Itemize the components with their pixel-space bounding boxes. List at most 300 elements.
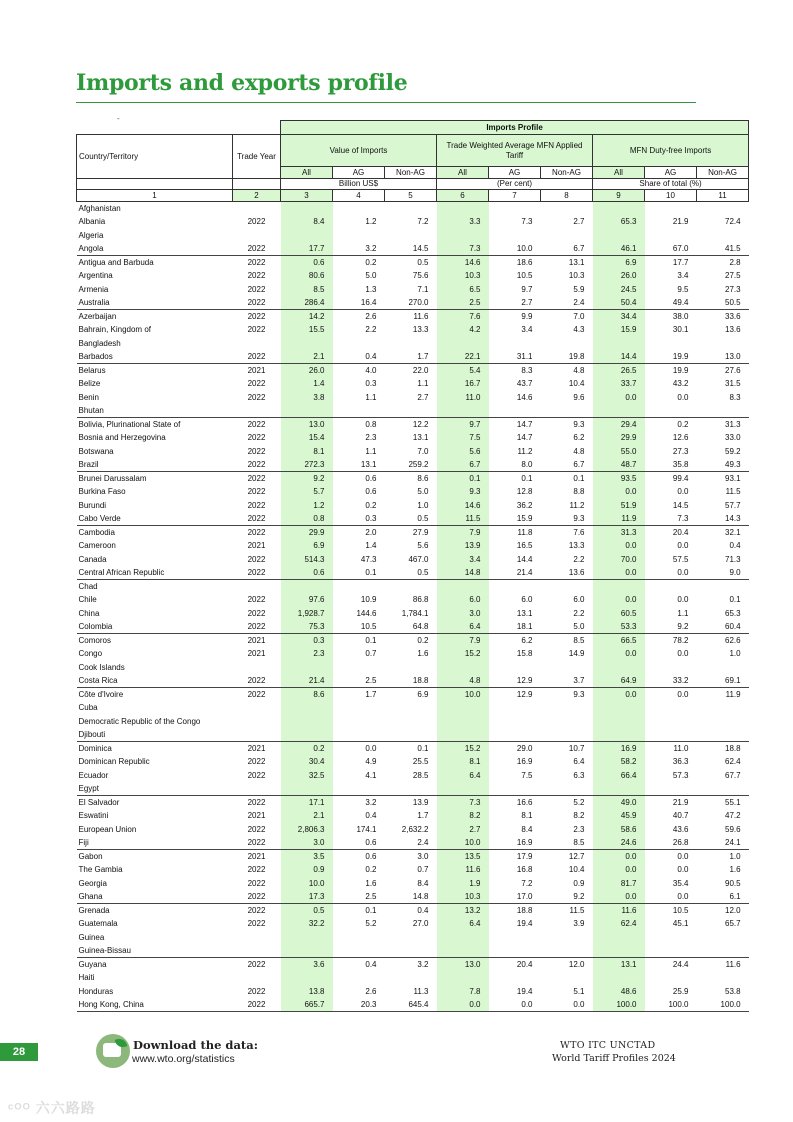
table-cell: 3.2 (365, 798, 377, 807)
table-cell: 14.4 (516, 554, 533, 564)
table-cell: 14.6 (437, 256, 489, 270)
table-cell: 0.6 (365, 852, 377, 861)
table-cell: 3.0 (281, 836, 333, 850)
table-cell (697, 971, 749, 984)
table-cell (489, 404, 541, 418)
table-cell (697, 229, 749, 242)
table-cell: 11.5 (437, 512, 489, 526)
table-cell: 62.4 (593, 917, 645, 930)
table-cell: 41.5 (697, 242, 749, 256)
table-cell (437, 404, 489, 418)
trade-year: 2022 (247, 554, 266, 564)
table-cell: 0.1 (437, 472, 489, 486)
table-cell: 8.5 (281, 283, 333, 296)
table-cell: 5.0 (541, 620, 593, 634)
table-cell: 14.8 (385, 890, 437, 904)
table-cell (593, 404, 645, 418)
table-cell: 0.2 (365, 500, 377, 510)
trade-year: 2022 (247, 446, 266, 456)
table-cell: 0.3 (333, 512, 385, 526)
table-cell: 8.1 (521, 811, 533, 821)
table-cell: 0.0 (677, 541, 689, 551)
table-cell: 7.0 (417, 446, 429, 456)
table-cell (697, 202, 749, 216)
table-cell: 49.4 (645, 296, 697, 310)
title-rule (76, 102, 696, 103)
table-row (77, 404, 749, 418)
trade-year: 2022 (233, 836, 281, 850)
year-header: Trade Year (233, 135, 281, 179)
table-cell (437, 728, 489, 742)
table-cell: 9.2 (541, 890, 593, 904)
table-cell: 665.7 (281, 998, 333, 1012)
table-cell (437, 931, 489, 944)
table-cell: 0.0 (593, 593, 645, 606)
table-row (77, 431, 749, 444)
table-cell (541, 229, 593, 242)
table-cell: 9.5 (677, 284, 689, 294)
table-cell: 17.9 (516, 852, 533, 861)
table-cell: 2.3 (365, 433, 377, 443)
table-cell: 50.5 (697, 296, 749, 310)
table-cell: 8.4 (521, 824, 533, 834)
country-name: Burundi (78, 500, 107, 510)
table-cell: 72.4 (725, 217, 741, 227)
table-row (77, 782, 749, 796)
table-cell (333, 580, 385, 594)
table-row (77, 661, 749, 674)
table-cell (385, 580, 437, 594)
table-cell: 0.6 (281, 256, 333, 270)
download-link[interactable]: www.wto.org/statistics (132, 1053, 235, 1065)
table-cell: 35.8 (645, 458, 697, 472)
table-cell: 0.8 (365, 420, 377, 429)
table-cell: 15.8 (516, 649, 533, 659)
table-cell (385, 202, 437, 216)
country-name: Bahrain, Kingdom of (78, 325, 151, 335)
table-cell: 22.0 (412, 366, 429, 375)
table-cell: 14.2 (281, 310, 333, 324)
table-cell (645, 229, 697, 242)
tariff-header: Trade Weighted Average MFN Applied Tariff (437, 135, 593, 167)
country-name: Chile (78, 595, 97, 605)
unit-duty: Share of total (%) (593, 179, 749, 190)
table-cell: 12.8 (516, 487, 533, 497)
table-cell: 90.5 (725, 878, 741, 888)
table-cell: 26.0 (281, 364, 333, 378)
table-cell: 3.0 (417, 852, 429, 861)
table-cell (541, 944, 593, 958)
table-cell: 2.5 (437, 296, 489, 310)
sub-header: All (281, 167, 333, 179)
table-cell: 62.4 (725, 757, 741, 767)
country-name: Antigua and Barbuda (78, 258, 154, 267)
sub-header: AG (489, 167, 541, 179)
table-cell: 10.5 (516, 271, 533, 281)
table-cell: 3.4 (521, 325, 533, 335)
table-cell: 65.3 (725, 608, 741, 618)
table-cell: 6.0 (573, 595, 585, 605)
trade-year: 2022 (233, 620, 281, 634)
table-cell: 514.3 (281, 553, 333, 566)
table-cell: 259.2 (385, 458, 437, 472)
table-cell: 26.8 (645, 836, 697, 850)
table-row (77, 202, 749, 216)
table-cell: 59.2 (725, 446, 741, 456)
table-row (77, 485, 749, 498)
table-row (77, 971, 749, 984)
table-cell: 7.3 (645, 512, 697, 526)
table-row (77, 931, 749, 944)
table-cell: 49.3 (697, 458, 749, 472)
country-name: Costa Rica (77, 674, 233, 688)
table-cell: 3.2 (333, 242, 385, 256)
table-cell (489, 971, 541, 984)
table-cell (437, 715, 489, 728)
country-name: Djibouti (77, 728, 233, 742)
country-header: Country/Territory (77, 135, 233, 179)
table-cell: 17.1 (281, 796, 333, 810)
table-cell: 29.0 (516, 744, 533, 753)
trade-year: 2022 (247, 960, 266, 969)
trade-year: 2022 (247, 878, 266, 888)
table-cell: 7.2 (417, 217, 429, 227)
table-cell: 30.4 (281, 755, 333, 768)
imports-profile-table (76, 120, 749, 1012)
country-name: Benin (78, 392, 99, 402)
table-cell: 0.0 (489, 998, 541, 1012)
table-cell: 14.3 (697, 512, 749, 526)
column-number: 11 (697, 190, 749, 202)
table-cell: 13.0 (437, 958, 489, 972)
table-cell: 10.0 (437, 688, 489, 702)
table-cell: 3.7 (541, 674, 593, 688)
trade-year: 2022 (247, 379, 266, 389)
table-cell: 2.1 (281, 809, 333, 822)
table-row (77, 566, 749, 580)
sub-header: Non-AG (385, 167, 437, 179)
country-name: Brazil (77, 458, 233, 472)
table-cell (437, 971, 489, 984)
table-cell: 29.9 (593, 431, 645, 444)
country-name: Georgia (78, 878, 107, 888)
table-cell (593, 202, 645, 216)
table-cell (437, 202, 489, 216)
table-cell: 0.3 (365, 379, 377, 389)
column-number: 5 (385, 190, 437, 202)
country-name: Canada (78, 554, 107, 564)
table-cell: 100.0 (645, 998, 697, 1012)
table-cell: 33.2 (645, 674, 697, 688)
table-row (77, 269, 749, 282)
table-cell: 2.7 (489, 296, 541, 310)
table-cell: 13.8 (281, 985, 333, 998)
table-row (77, 890, 749, 904)
unit-value: Billion US$ (281, 179, 437, 190)
table-cell: 0.0 (593, 850, 645, 864)
table-row (77, 499, 749, 512)
table-cell (541, 337, 593, 350)
table-cell: 1.3 (365, 284, 377, 294)
table-cell: 6.4 (437, 620, 489, 634)
table-cell: 1.4 (281, 377, 333, 390)
table-cell (697, 580, 749, 594)
table-cell: 467.0 (408, 554, 429, 564)
table-cell: 0.0 (593, 688, 645, 702)
table-row (77, 418, 749, 432)
table-cell: 30.1 (672, 325, 689, 335)
table-cell: 12.7 (568, 852, 585, 861)
table-cell: 10.4 (568, 865, 585, 875)
trade-year: 2022 (233, 890, 281, 904)
table-cell: 0.4 (417, 906, 429, 915)
country-name: Cook Islands (78, 662, 125, 672)
table-row (77, 877, 749, 890)
table-cell (281, 971, 333, 984)
table-cell: 0.2 (365, 865, 377, 875)
table-cell: 16.7 (437, 377, 489, 390)
table-row (77, 701, 749, 714)
trade-year (233, 202, 281, 216)
country-name: Bangladesh (78, 338, 121, 348)
table-cell: 20.3 (333, 998, 385, 1012)
table-row (77, 215, 749, 228)
table-cell (437, 580, 489, 594)
table-cell: 7.3 (437, 796, 489, 810)
table-cell: 11.9 (593, 512, 645, 526)
table-cell: 4.9 (365, 757, 377, 767)
table-cell: 11.2 (517, 446, 533, 456)
table-row (77, 472, 749, 486)
table-cell: 38.0 (672, 312, 689, 321)
table-row (77, 796, 749, 810)
table-cell: 17.3 (281, 890, 333, 904)
table-cell: 0.4 (365, 960, 377, 969)
table-cell: 0.9 (573, 878, 585, 888)
country-name: Albania (78, 217, 106, 227)
table-cell: 9.3 (573, 420, 585, 429)
table-row (77, 229, 749, 242)
table-cell: 16.8 (516, 865, 533, 875)
table-cell (385, 971, 437, 984)
table-cell: 10.3 (568, 271, 585, 281)
trade-year: 2022 (247, 487, 266, 497)
table-cell (645, 580, 697, 594)
table-cell: 1.2 (365, 217, 377, 227)
table-cell: 4.3 (573, 325, 585, 335)
table-row (77, 539, 749, 552)
table-cell (489, 782, 541, 796)
trade-year: 2022 (233, 350, 281, 364)
table-cell: 0.1 (333, 566, 385, 580)
table-cell: 0.3 (281, 634, 333, 648)
table-cell: 27.3 (672, 446, 689, 456)
table-cell: 2.4 (541, 296, 593, 310)
table-cell: 9.7 (437, 418, 489, 432)
trade-year: 2021 (247, 744, 266, 753)
trade-year: 2022 (247, 392, 266, 402)
table-cell: 8.4 (417, 878, 429, 888)
table-cell (489, 701, 541, 714)
table-cell: 19.9 (645, 350, 697, 364)
table-cell (593, 728, 645, 742)
duty-free-header: MFN Duty-free Imports (593, 135, 749, 167)
trade-year: 2022 (233, 998, 281, 1012)
table-cell (385, 728, 437, 742)
table-cell: 11.5 (569, 906, 585, 915)
table-cell: 10.9 (360, 595, 377, 605)
table-cell (281, 715, 333, 728)
table-cell: 13.5 (437, 850, 489, 864)
table-cell: 14.7 (516, 433, 533, 443)
table-cell (541, 404, 593, 418)
country-name: Bhutan (77, 404, 233, 418)
page-number: 28 (0, 1043, 38, 1061)
table-cell: 5.6 (417, 541, 429, 551)
trade-year (233, 944, 281, 958)
table-cell: 0.0 (593, 485, 645, 498)
table-cell: 17.7 (281, 242, 333, 256)
table-cell: 0.0 (677, 595, 689, 605)
table-cell: 7.0 (573, 312, 585, 321)
table-cell (541, 971, 593, 984)
trade-year: 2022 (247, 312, 266, 321)
table-cell: 97.6 (281, 593, 333, 606)
trade-year: 2022 (233, 242, 281, 256)
trade-year (233, 580, 281, 594)
table-cell (333, 782, 385, 796)
trade-year: 2022 (247, 770, 266, 780)
value-imports-header: Value of Imports (281, 135, 437, 167)
table-cell: 2.1 (281, 350, 333, 364)
table-cell: 86.8 (412, 595, 429, 605)
table-cell: 3.8 (281, 391, 333, 404)
table-cell: 0.5 (385, 566, 437, 580)
table-row (77, 647, 749, 660)
table-cell: 65.7 (725, 919, 741, 929)
table-row (77, 998, 749, 1012)
table-cell: 270.0 (385, 296, 437, 310)
table-cell: 2.3 (281, 647, 333, 660)
country-name: European Union (78, 824, 137, 834)
table-cell: 15.2 (437, 647, 489, 660)
table-cell: 3.4 (677, 271, 689, 281)
table-cell (645, 728, 697, 742)
table-cell: 14.5 (385, 242, 437, 256)
table-cell: 11.0 (437, 391, 489, 404)
table-row (77, 863, 749, 876)
country-name: Côte d'Ivoire (78, 690, 124, 699)
trade-year: 2021 (247, 649, 266, 659)
table-cell: 0.0 (593, 890, 645, 904)
table-cell (489, 661, 541, 674)
table-cell: 16.6 (516, 798, 533, 807)
table-cell (697, 715, 749, 728)
table-row (77, 580, 749, 594)
table-cell: 24.5 (593, 283, 645, 296)
header-blank (77, 121, 281, 135)
trade-year: 2022 (247, 420, 266, 429)
sub-header: Non-AG (541, 167, 593, 179)
table-cell: 69.1 (697, 674, 749, 688)
table-cell: 12.9 (516, 690, 533, 699)
table-cell (541, 715, 593, 728)
table-cell: 3.5 (281, 850, 333, 864)
country-name: El Salvador (78, 798, 120, 807)
table-cell: 13.3 (412, 325, 429, 335)
trade-year: 2022 (247, 595, 266, 605)
trade-year: 2022 (247, 271, 266, 281)
trade-year: 2022 (247, 325, 266, 335)
table-cell: 13.1 (516, 608, 533, 618)
trade-year: 2022 (247, 500, 266, 510)
table-cell (645, 404, 697, 418)
table-row (77, 809, 749, 822)
table-cell: 0.0 (365, 744, 377, 753)
table-cell: 8.3 (521, 366, 533, 375)
table-row (77, 607, 749, 620)
table-cell: 0.1 (521, 474, 533, 483)
table-cell: 10.5 (672, 906, 689, 915)
table-cell: 18.8 (725, 744, 741, 753)
table-row (77, 377, 749, 390)
table-row (77, 958, 749, 972)
table-cell: 11.6 (593, 904, 645, 918)
table-cell: 0.0 (677, 487, 689, 497)
table-cell: 8.6 (281, 688, 333, 702)
table-cell: 0.0 (677, 649, 689, 659)
table-cell: 8.6 (417, 474, 429, 483)
table-cell: 0.1 (365, 906, 377, 915)
table-cell: 6.7 (437, 458, 489, 472)
table-row (77, 985, 749, 998)
table-cell: 27.0 (412, 919, 429, 929)
download-icon[interactable] (96, 1034, 130, 1068)
table-cell: 6.1 (697, 890, 749, 904)
table-cell: 0.0 (437, 998, 489, 1012)
table-cell (593, 701, 645, 714)
table-cell: 58.2 (593, 755, 645, 768)
table-cell (489, 202, 541, 216)
country-name: Guinea (78, 932, 105, 942)
trade-year: 2022 (247, 824, 266, 834)
trade-year: 2022 (233, 296, 281, 310)
table-cell: 9.9 (521, 312, 533, 321)
table-cell (281, 782, 333, 796)
table-cell: 6.4 (437, 917, 489, 930)
table-cell: 2.2 (573, 554, 585, 564)
table-cell: 81.7 (593, 877, 645, 890)
table-cell (593, 971, 645, 984)
table-cell: 8.5 (541, 836, 593, 850)
table-cell: 0.0 (677, 690, 689, 699)
table-cell: 8.4 (281, 215, 333, 228)
table-cell: 5.7 (281, 485, 333, 498)
table-cell (281, 701, 333, 714)
table-cell: 18.6 (516, 258, 533, 267)
table-cell (437, 337, 489, 350)
table-cell: 645.4 (385, 998, 437, 1012)
table-cell (697, 337, 749, 350)
table-cell: 31.1 (489, 350, 541, 364)
table-cell: 49.0 (593, 796, 645, 810)
table-cell: 70.0 (593, 553, 645, 566)
sub-header: Non-AG (697, 167, 749, 179)
table-cell (645, 944, 697, 958)
table-cell: 11.3 (413, 986, 429, 996)
table-cell: 2.6 (365, 312, 377, 321)
table-row (77, 715, 749, 728)
